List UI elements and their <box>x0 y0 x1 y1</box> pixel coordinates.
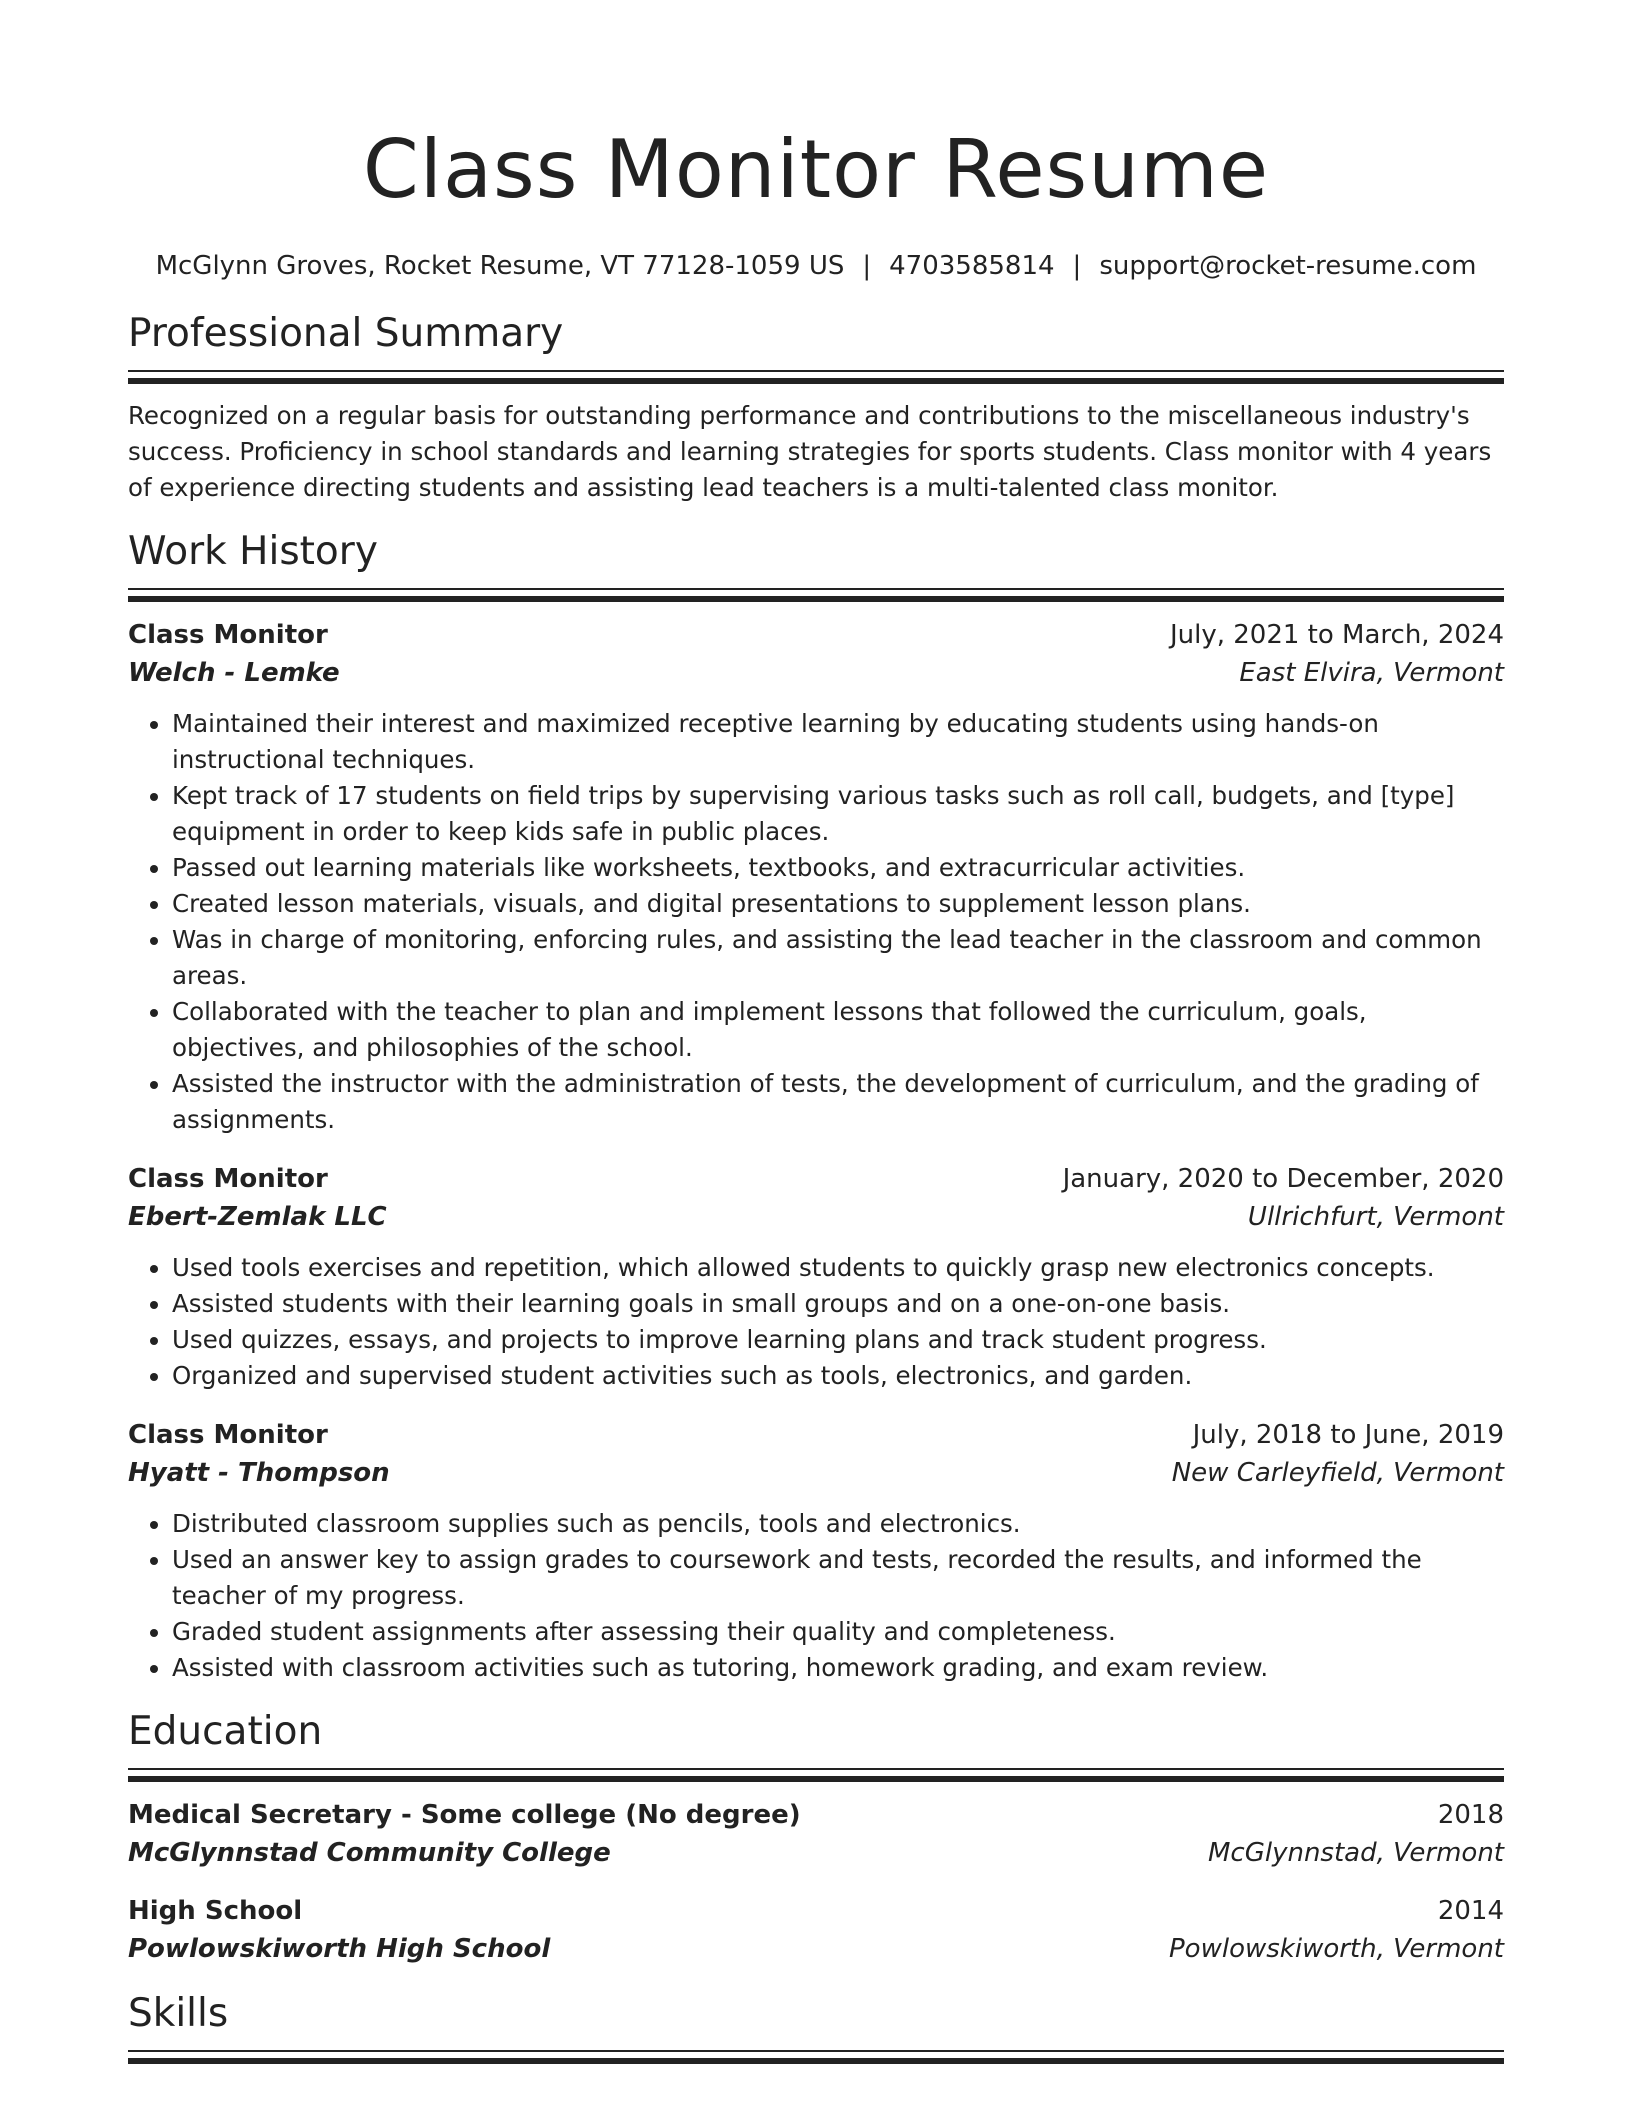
contact-separator: | <box>1072 251 1082 281</box>
job-entry <box>128 1160 1504 1394</box>
list-item: • Was in charge of monitoring, enforcing rules, and assisting the lead teacher in the classroom and common areas. <box>172 922 1504 994</box>
section-heading-skills: Skills <box>128 1991 229 2036</box>
list-item: • Passed out learning materials like worksheets, textbooks, and extracurricular activities. <box>172 850 1504 886</box>
section-heading-summary: Professional Summary <box>128 311 564 356</box>
education-header-row <box>128 1892 1504 1930</box>
list-item: • Created lesson materials, visuals, and digital presentations to supplement lesson plans. <box>172 886 1504 922</box>
section-heading-education: Education <box>128 1709 323 1754</box>
job-bullets <box>128 706 1504 1138</box>
education-degree: Medical Secretary - Some college (No degree) <box>128 1800 801 1830</box>
section-heading-work-history: Work History <box>128 529 378 574</box>
education-location: Powlowskiworth, Vermont <box>1169 1934 1504 1964</box>
contact-separator: | <box>862 251 872 281</box>
summary-section <box>128 310 1504 506</box>
list-item: • Assisted students with their learning goals in small groups and on a one-on-one basis. <box>172 1286 1504 1322</box>
education-year: 2018 <box>1437 1800 1504 1830</box>
work-history-section <box>128 528 1504 1686</box>
list-item: • Used quizzes, essays, and projects to improve learning plans and track student progress. <box>172 1322 1504 1358</box>
list-item: • Assisted with classroom activities such as tutoring, homework grading, and exam review. <box>172 1650 1504 1686</box>
education-school: McGlynnstad Community College <box>128 1838 611 1868</box>
job-location: New Carleyfield, Vermont <box>1171 1458 1504 1488</box>
list-item: • Assisted the instructor with the administration of tests, the development of curriculum, and the grading of assignments. <box>172 1066 1504 1138</box>
list-item: • Graded student assignments after assessing their quality and completeness. <box>172 1614 1504 1650</box>
education-degree: High School <box>128 1896 303 1926</box>
job-title: Class Monitor <box>128 1164 328 1194</box>
job-subheader-row <box>128 1454 1504 1492</box>
job-header-row <box>128 1160 1504 1198</box>
resume-title: Class Monitor Resume <box>362 123 1270 216</box>
job-location: East Elvira, Vermont <box>1239 658 1504 688</box>
education-school: Powlowskiworth High School <box>128 1934 551 1964</box>
job-entry <box>128 616 1504 1138</box>
education-entry <box>128 1796 1504 1872</box>
contact-email: support@rocket-resume.com <box>1099 251 1477 281</box>
education-location: McGlynnstad, Vermont <box>1207 1838 1504 1868</box>
section-rule <box>128 588 1504 602</box>
education-subheader-row <box>128 1930 1504 1968</box>
list-item: • Collaborated with the teacher to plan and implement lessons that followed the curriculum, goals, objectives, and philosophies of the school. <box>172 994 1504 1066</box>
job-header-row <box>128 1416 1504 1454</box>
education-year: 2014 <box>1437 1896 1504 1926</box>
job-company: Ebert-Zemlak LLC <box>128 1202 387 1232</box>
list-item: • Distributed classroom supplies such as pencils, tools and electronics. <box>172 1506 1504 1542</box>
list-item: • Maintained their interest and maximized receptive learning by educating students using hands-on instructional techniques. <box>172 706 1504 778</box>
list-item: • Kept track of 17 students on field trips by supervising various tasks such as roll call, budgets, and [type] equipment in order to keep kids safe in public places. <box>172 778 1504 850</box>
contact-line <box>128 248 1504 284</box>
job-company: Hyatt - Thompson <box>128 1458 390 1488</box>
list-item: • Organized and supervised student activities such as tools, electronics, and garden. <box>172 1358 1504 1394</box>
skills-section <box>128 1990 1504 2064</box>
education-entry <box>128 1892 1504 1968</box>
job-title: Class Monitor <box>128 620 328 650</box>
section-rule <box>128 1768 1504 1782</box>
summary-text: Recognized on a regular basis for outstanding performance and contributions to the miscellaneous industry's success. Proficiency in school standards and learning strategies for sports students. Class monitor with 4 years of experience directing students and assisting lead teachers is a multi-talented class monitor. <box>128 401 1492 502</box>
education-section <box>128 1708 1504 1968</box>
job-bullets <box>128 1506 1504 1686</box>
job-subheader-row <box>128 654 1504 692</box>
section-rule <box>128 2050 1504 2064</box>
contact-phone: 4703585814 <box>889 251 1055 281</box>
contact-address: McGlynn Groves, Rocket Resume, VT 77128-1059 US <box>155 251 845 281</box>
job-header-row <box>128 616 1504 654</box>
job-subheader-row <box>128 1198 1504 1236</box>
job-title: Class Monitor <box>128 1420 328 1450</box>
education-header-row <box>128 1796 1504 1834</box>
job-dates: July, 2021 to March, 2024 <box>1169 620 1504 650</box>
job-dates: July, 2018 to June, 2019 <box>1192 1420 1504 1450</box>
job-entry <box>128 1416 1504 1686</box>
job-location: Ullrichfurt, Vermont <box>1247 1202 1504 1232</box>
list-item: • Used an answer key to assign grades to coursework and tests, recorded the results, and informed the teacher of my progress. <box>172 1542 1504 1614</box>
job-company: Welch - Lemke <box>128 658 340 688</box>
job-bullets <box>128 1250 1504 1394</box>
education-subheader-row <box>128 1834 1504 1872</box>
section-rule <box>128 370 1504 384</box>
list-item: • Used tools exercises and repetition, which allowed students to quickly grasp new electronics concepts. <box>172 1250 1504 1286</box>
job-dates: January, 2020 to December, 2020 <box>1062 1164 1504 1194</box>
